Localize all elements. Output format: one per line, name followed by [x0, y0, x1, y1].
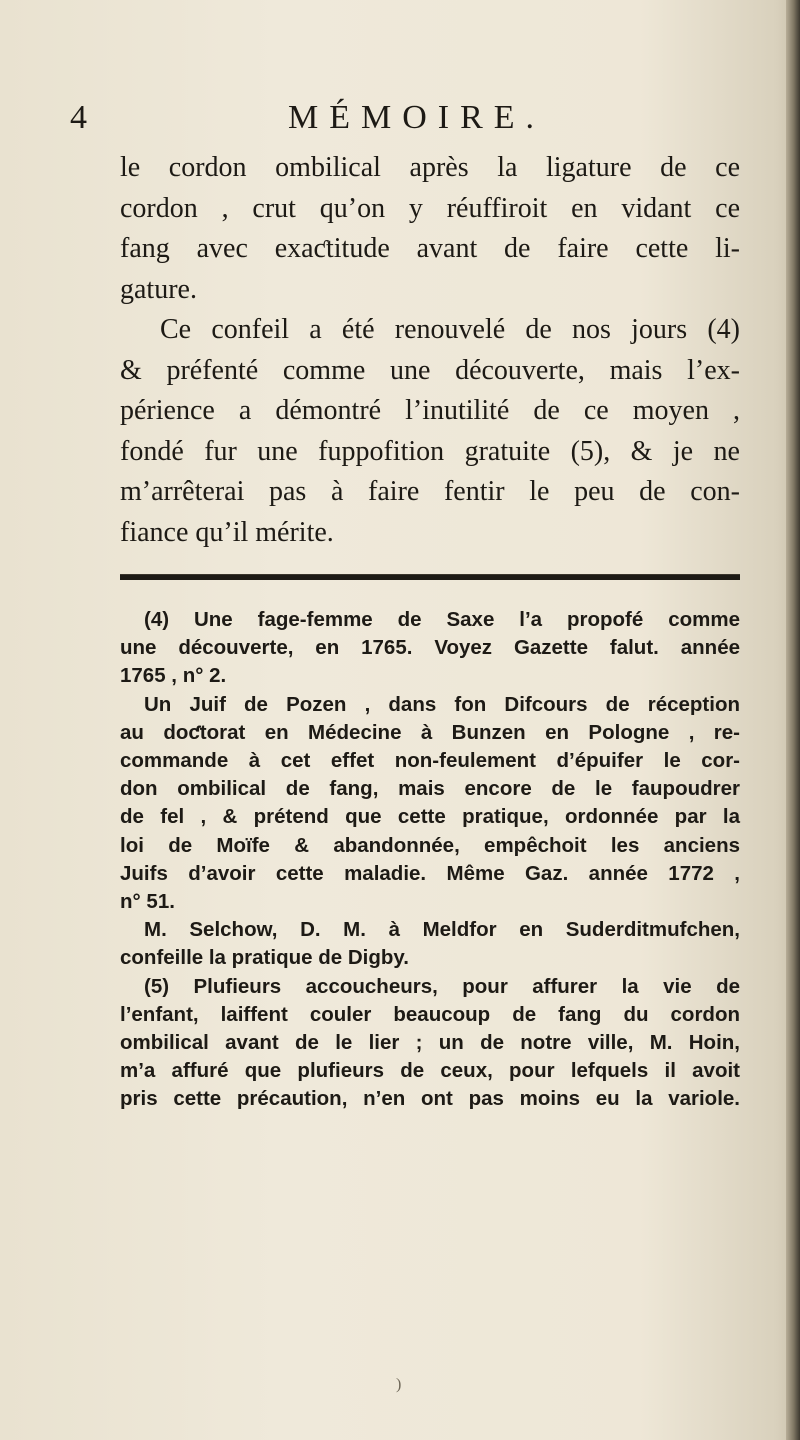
page-header — [70, 96, 730, 146]
text-line: le cordon ombilical après la ligature de ce — [120, 152, 740, 183]
footnote-separator-rule — [120, 574, 740, 580]
note-line: 1765 , n° 2. — [120, 664, 227, 688]
footnote-5 — [120, 973, 740, 1114]
note-line: (4) Une fage-femme de Saxe l’a propofé comme — [144, 608, 740, 631]
text-line: fondé fur une fuppofition gratuite (5), & je ne — [120, 435, 740, 467]
footnote-4 — [120, 606, 740, 691]
note-line: Juifs d’avoir cette maladie. Même Gaz. année 1772 , — [120, 861, 740, 885]
footnotes — [120, 606, 740, 1114]
note-line: M. Selchow, D. M. à Meldfor en Suderditmufchen, — [144, 918, 740, 942]
text-line: Ce confeil a été renouvelé de nos jours (4) — [160, 314, 740, 345]
note-line: (5) Plufieurs accoucheurs, pour affurer la vie de — [144, 974, 740, 998]
note-line: loi de Moïfe & abandonnée, empêchoit les anciens — [120, 833, 740, 857]
text-line: & préfenté comme une découverte, mais l’ex- — [120, 354, 740, 386]
footnote-4-juif — [120, 691, 740, 917]
text-line: fang avec exaƈtitude avant de faire cette li- — [120, 233, 740, 264]
note-line: don ombilical de fang, mais encore de le faupoudrer — [120, 777, 740, 801]
note-line: pris cette précaution, n’en ont pas moins eu la variole. — [120, 1087, 740, 1111]
note-line: commande à cet effet non-feulement d’épuifer le cor- — [120, 749, 740, 773]
page-edge-shadow — [786, 0, 800, 1440]
text-line: périence a démontré l’inutilité de ce moyen , — [120, 395, 740, 426]
note-line: confeille la pratique de Digby. — [120, 946, 409, 970]
note-line: au doƈtorat en Médecine à Bunzen en Pologne , re- — [120, 720, 740, 744]
note-line: Un Juif de Pozen , dans fon Difcours de réception — [144, 692, 740, 716]
text-line: m’arrêterai pas à faire fentir le peu de con- — [120, 476, 740, 507]
note-line: m’a affuré que plufieurs de ceux, pour lefquels il avoit — [120, 1059, 740, 1083]
paragraph-2 — [120, 310, 740, 553]
text-line: fiance qu’il mérite. — [120, 516, 334, 548]
page-number: 4 — [70, 99, 87, 136]
stray-mark: ) — [396, 1376, 402, 1393]
note-line: n° 51. — [120, 890, 175, 914]
text-line: cordon , crut qu’on y réuffiroit en vidant ce — [120, 192, 740, 224]
footnote-4-selchow — [120, 916, 740, 972]
main-text — [120, 148, 740, 553]
note-line: de fel , & prétend que cette pratique, ordonnée par la — [120, 805, 740, 829]
note-line: ombilical avant de le lier ; un de notre ville, M. Hoin, — [120, 1031, 740, 1055]
note-line: l’enfant, laiffent couler beaucoup de fang du cordon — [120, 1002, 740, 1026]
note-line: une découverte, en 1765. Voyez Gazette falut. année — [120, 636, 740, 660]
paragraph-1 — [120, 148, 740, 310]
text-line: gature. — [120, 273, 197, 305]
running-title: MÉMOIRE. — [288, 99, 546, 136]
